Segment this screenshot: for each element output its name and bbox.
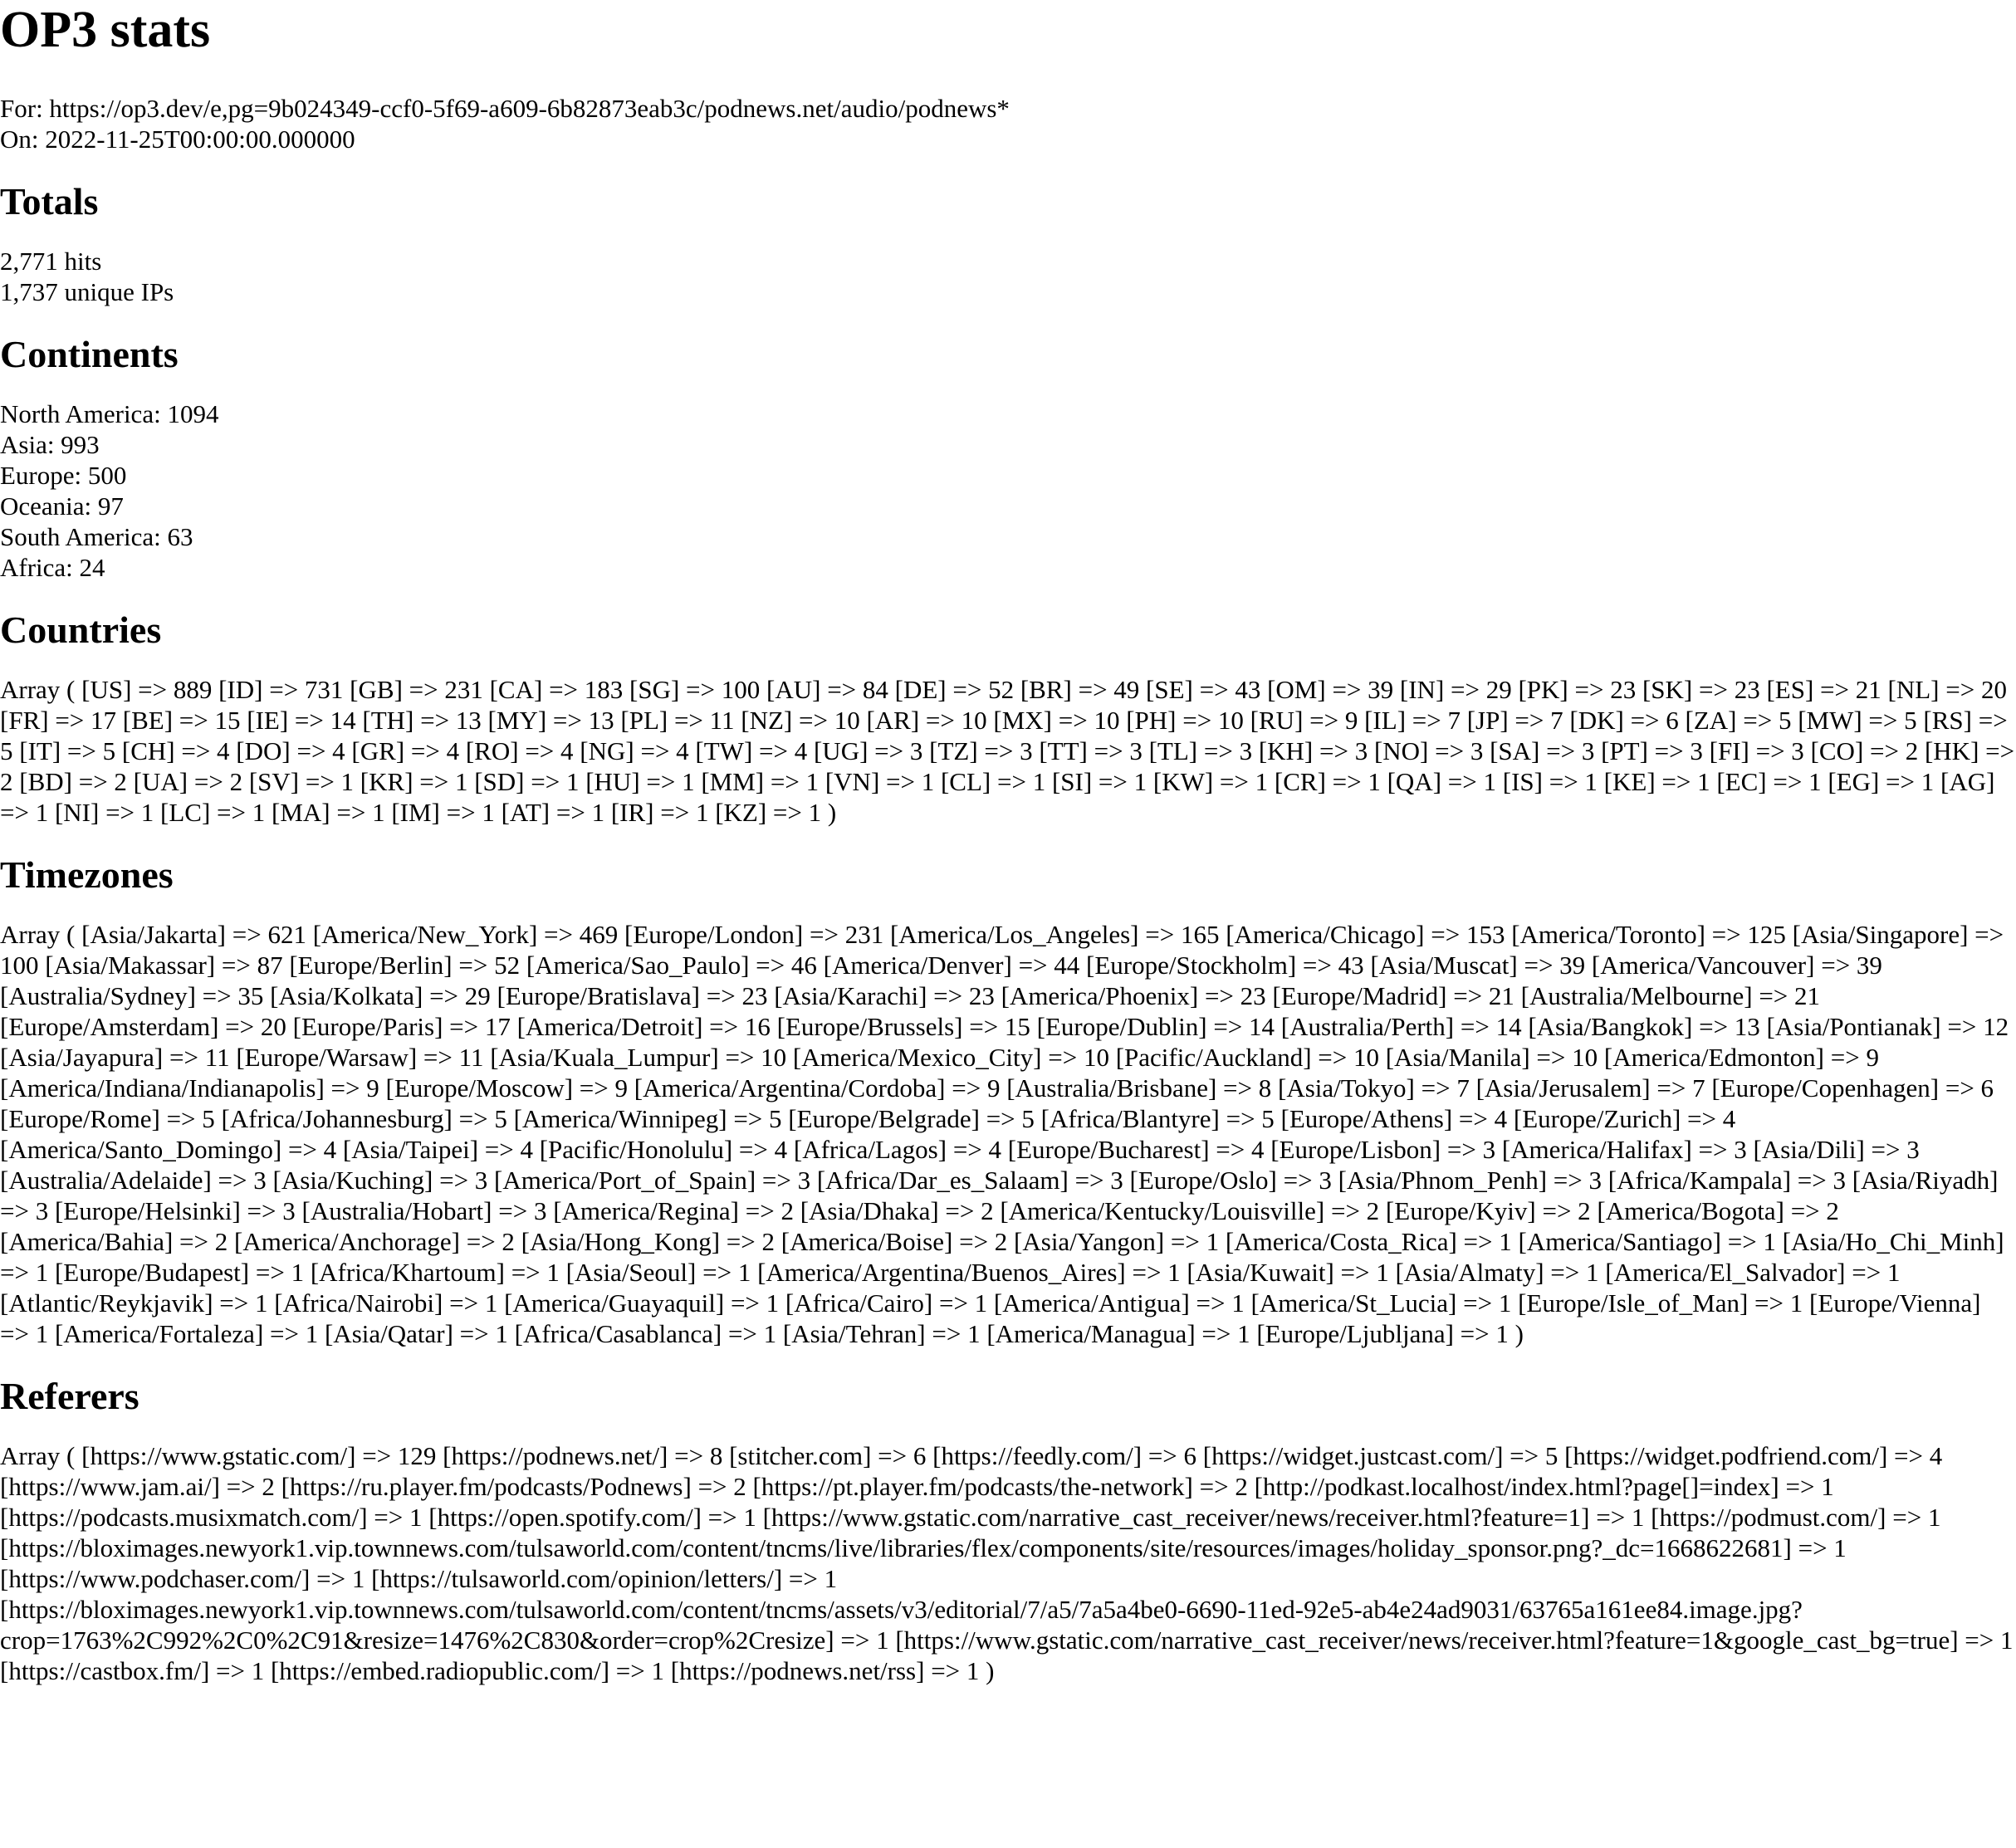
referers-array-dump: Array ( [https://www.gstatic.com/] => 129 [https://podnews.net/] => 8 [stitcher.com] => 6 [https://feedly.com/] => 6 [https://widget.justcast.com/] => 5 [https://widget.podfriend.com/] => 4 [https://www.jam.ai/] => 2 [https://ru.player.fm/podcasts/Podnews] => 2 [https://pt.player.fm/podcasts/the-network] => 2 [http://podkast.localhost/index.html?page[]=index] => 1 [https://podcasts.musixmatch.com/] => 1 [https://open.spotify.com/] => 1 [https://www.gstatic.com/narrative_cast_receiver/news/receiver.html?feature=1] => 1 [https://podmust.com/] => 1 [https://bloximages.newyork1.vip.townnews.com/tulsaworld.com/content/tncms/live/libraries/flex/components/site/resources/images/holiday_sponsor.png?_dc=1668622681] => 1 [https://www.podchaser.com/] => 1 [https://tulsaworld.com/opinion/letters/] => 1 [https://bloximages.newyork1.vip.townnews.com/tulsaworld.com/content/tncms/assets/v3/editorial/7/a5/7a5a4be0-6690-11ed-92e5-ab4e24ad9031/63765a161ee84.image.jpg?crop=1763%2C992%2C0%2C91&resize=1476%2C830&order=crop%2Cresize] => 1 [https://www.gstatic.com/narrative_cast_receiver/news/receiver.html?feature=1&google_cast_bg=true] => 1 [https://castbox.fm/] => 1 [https://embed.radiopublic.com/] => 1 [https://podnews.net/rss] => 1 ): [0, 1441, 2014, 1685]
continent-item: South America: 63: [0, 522, 193, 551]
total-unique-ips: 1,737 unique IPs: [0, 277, 174, 306]
page-title: OP3 stats: [0, 2, 211, 58]
continents-list: [0, 398, 2016, 583]
countries-section: [0, 674, 2016, 828]
on-date: On: 2022-11-25T00:00:00.000000: [0, 125, 355, 154]
total-hits: 2,771 hits: [0, 247, 102, 276]
continent-item: Oceania: 97: [0, 491, 124, 521]
timezones-heading: Timezones: [0, 853, 174, 896]
for-url: For: https://op3.dev/e,pg=9b024349-ccf0-5f69-a609-6b82873eab3c/podnews.net/audio/podnews*: [0, 94, 1010, 123]
referers-heading: Referers: [0, 1375, 139, 1417]
timezones-array-dump: Array ( [Asia/Jakarta] => 621 [America/New_York] => 469 [Europe/London] => 231 [America/Los_Angeles] => 165 [America/Chicago] => 153 [America/Toronto] => 125 [Asia/Singapore] => 100 [Asia/Makassar] => 87 [Europe/Berlin] => 52 [America/Sao_Paulo] => 46 [America/Denver] => 44 [Europe/Stockholm] => 43 [Asia/Muscat] => 39 [America/Vancouver] => 39 [Australia/Sydney] => 35 [Asia/Kolkata] => 29 [Europe/Bratislava] => 23 [Asia/Karachi] => 23 [America/Phoenix] => 23 [Europe/Madrid] => 21 [Australia/Melbourne] => 21 [Europe/Amsterdam] => 20 [Europe/Paris] => 17 [America/Detroit] => 16 [Europe/Brussels] => 15 [Europe/Dublin] => 14 [Australia/Perth] => 14 [Asia/Bangkok] => 13 [Asia/Pontianak] => 12 [Asia/Jayapura] => 11 [Europe/Warsaw] => 11 [Asia/Kuala_Lumpur] => 10 [America/Mexico_City] => 10 [Pacific/Auckland] => 10 [Asia/Manila] => 10 [America/Edmonton] => 9 [America/Indiana/Indianapolis] => 9 [Europe/Moscow] => 9 [America/Argentina/Cordoba] => 9 [Australia/Brisbane] => 8 [Asia/Tokyo] => 7 [Asia/Jerusalem] => 7 [Europe/Copenhagen] => 6 [Europe/Rome] => 5 [Africa/Johannesburg] => 5 [America/Winnipeg] => 5 [Europe/Belgrade] => 5 [Africa/Blantyre] => 5 [Europe/Athens] => 4 [Europe/Zurich] => 4 [America/Santo_Domingo] => 4 [Asia/Taipei] => 4 [Pacific/Honolulu] => 4 [Africa/Lagos] => 4 [Europe/Bucharest] => 4 [Europe/Lisbon] => 3 [America/Halifax] => 3 [Asia/Dili] => 3 [Australia/Adelaide] => 3 [Asia/Kuching] => 3 [America/Port_of_Spain] => 3 [Africa/Dar_es_Salaam] => 3 [Europe/Oslo] => 3 [Asia/Phnom_Penh] => 3 [Africa/Kampala] => 3 [Asia/Riyadh] => 3 [Europe/Helsinki] => 3 [Australia/Hobart] => 3 [America/Regina] => 2 [Asia/Dhaka] => 2 [America/Kentucky/Louisville] => 2 [Europe/Kyiv] => 2 [America/Bogota] => 2 [America/Bahia] => 2 [America/Anchorage] => 2 [Asia/Hong_Kong] => 2 [America/Boise] => 2 [Asia/Yangon] => 1 [America/Costa_Rica] => 1 [America/Santiago] => 1 [Asia/Ho_Chi_Minh] => 1 [Europe/Budapest] => 1 [Africa/Khartoum] => 1 [Asia/Seoul] => 1 [America/Argentina/Buenos_Aires] => 1 [Asia/Kuwait] => 1 [Asia/Almaty] => 1 [America/El_Salvador] => 1 [Atlantic/Reykjavik] => 1 [Africa/Nairobi] => 1 [America/Guayaquil] => 1 [Africa/Cairo] => 1 [America/Antigua] => 1 [America/St_Lucia] => 1 [Europe/Isle_of_Man] => 1 [Europe/Vienna] => 1 [America/Fortaleza] => 1 [Asia/Qatar] => 1 [Africa/Casablanca] => 1 [Asia/Tehran] => 1 [America/Managua] => 1 [Europe/Ljubljana] => 1 ): [0, 920, 2009, 1348]
countries-heading: Countries: [0, 609, 162, 651]
continent-item: Asia: 993: [0, 430, 100, 459]
timezones-section: [0, 919, 2016, 1349]
totals-heading: Totals: [0, 180, 99, 222]
totals-section: [0, 246, 2016, 307]
countries-array-dump: Array ( [US] => 889 [ID] => 731 [GB] => 231 [CA] => 183 [SG] => 100 [AU] => 84 [DE] => 52 [BR] => 49 [SE] => 43 [OM] => 39 [IN] => 29 [PK] => 23 [SK] => 23 [ES] => 21 [NL] => 20 [FR] => 17 [BE] => 15 [IE] => 14 [TH] => 13 [MY] => 13 [PL] => 11 [NZ] => 10 [AR] => 10 [MX] => 10 [PH] => 10 [RU] => 9 [IL] => 7 [JP] => 7 [DK] => 6 [ZA] => 5 [MW] => 5 [RS] => 5 [IT] => 5 [CH] => 4 [DO] => 4 [GR] => 4 [RO] => 4 [NG] => 4 [TW] => 4 [UG] => 3 [TZ] => 3 [TT] => 3 [TL] => 3 [KH] => 3 [NO] => 3 [SA] => 3 [PT] => 3 [FI] => 3 [CO] => 2 [HK] => 2 [BD] => 2 [UA] => 2 [SV] => 1 [KR] => 1 [SD] => 1 [HU] => 1 [MM] => 1 [VN] => 1 [CL] => 1 [SI] => 1 [KW] => 1 [CR] => 1 [QA] => 1 [IS] => 1 [KE] => 1 [EC] => 1 [EG] => 1 [AG] => 1 [NI] => 1 [LC] => 1 [MA] => 1 [IM] => 1 [AT] => 1 [IR] => 1 [KZ] => 1 ): [0, 675, 2015, 827]
continent-item: North America: 1094: [0, 399, 219, 428]
query-info: [0, 93, 2016, 154]
continent-item: Europe: 500: [0, 461, 127, 490]
continents-heading: Continents: [0, 333, 179, 375]
continent-item: Africa: 24: [0, 553, 105, 582]
referers-section: [0, 1440, 2016, 1686]
